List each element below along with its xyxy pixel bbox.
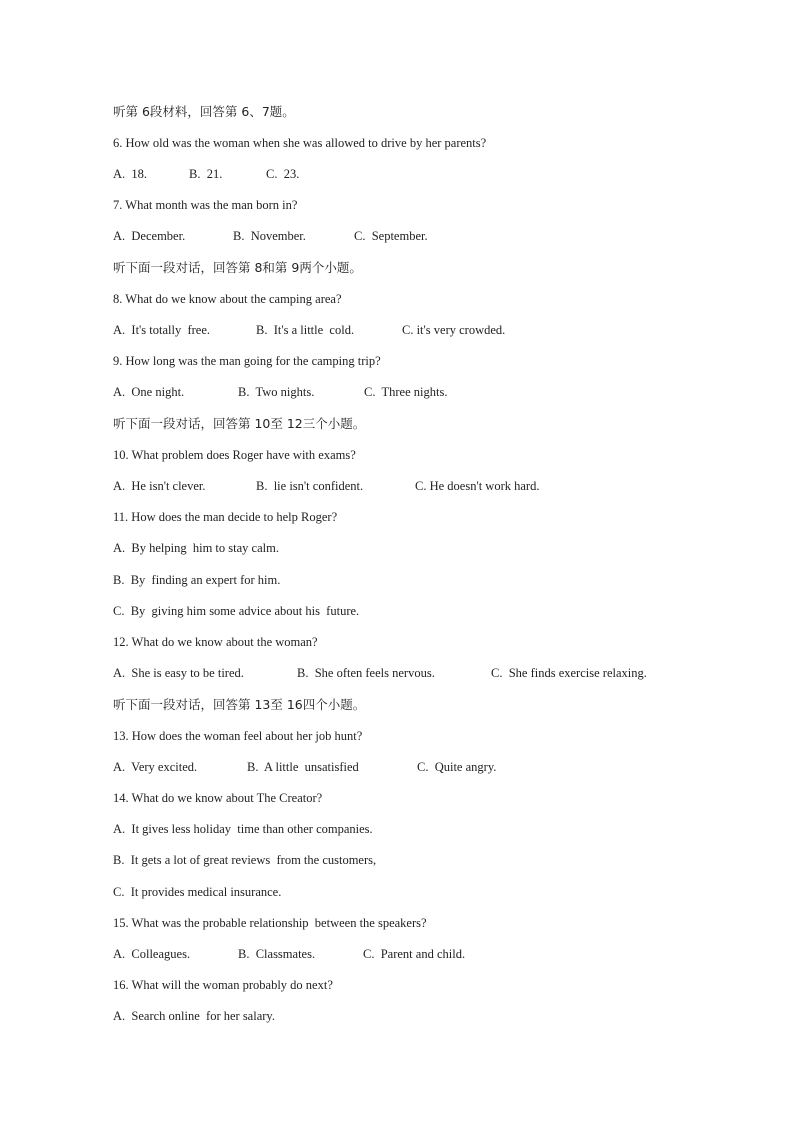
- question-7-option-b: B. November.: [233, 229, 306, 243]
- question-11-option-a: A. By helping him to stay calm.: [113, 541, 279, 555]
- question-11: 11. How does the man decide to help Roger?: [113, 510, 338, 524]
- question-15: 15. What was the probable relationship between the speakers?: [113, 916, 427, 930]
- section-instruction-4: 听下面一段对话，回答第 13至 16四个小题。: [113, 697, 366, 712]
- section-instruction-1: 听第 6段材料，回答第 6、7题。: [113, 104, 295, 119]
- question-7-option-c: C. September.: [354, 229, 428, 243]
- section-instruction-2: 听下面一段对话，回答第 8和第 9两个小题。: [113, 260, 362, 275]
- question-12-option-a: A. She is easy to be tired.: [113, 666, 244, 680]
- section-instruction-3: 听下面一段对话，回答第 10至 12三个小题。: [113, 416, 366, 431]
- question-15-option-b: B. Classmates.: [238, 947, 316, 961]
- question-6-option-a: A. 18.: [113, 167, 148, 181]
- question-6: 6. How old was the woman when she was allowed to drive by her parents?: [113, 136, 487, 150]
- question-6-option-b: B. 21.: [189, 167, 223, 181]
- question-16: 16. What will the woman probably do next?: [113, 978, 333, 992]
- question-14-option-c: C. It provides medical insurance.: [113, 885, 282, 899]
- question-9-option-b: B. Two nights.: [238, 385, 315, 399]
- question-10: 10. What problem does Roger have with exams?: [113, 448, 356, 462]
- question-10-option-b: B. lie isn't confident.: [256, 479, 364, 493]
- question-11-option-c: C. By giving him some advice about his future.: [113, 604, 360, 618]
- question-8-option-a: A. It's totally free.: [113, 323, 211, 337]
- question-16-option-a: A. Search online for her salary.: [113, 1009, 275, 1023]
- question-12: 12. What do we know about the woman?: [113, 635, 318, 649]
- question-9-option-a: A. One night.: [113, 385, 185, 399]
- question-8-option-b: B. It's a little cold.: [256, 323, 355, 337]
- question-12-option-b: B. She often feels nervous.: [297, 666, 435, 680]
- question-10-option-c: C. He doesn't work hard.: [415, 479, 540, 493]
- question-13-option-a: A. Very excited.: [113, 760, 198, 774]
- question-13-option-b: B. A little unsatisfied: [247, 760, 359, 774]
- question-7-option-a: A. December.: [113, 229, 186, 243]
- question-10-option-a: A. He isn't clever.: [113, 479, 206, 493]
- question-7: 7. What month was the man born in?: [113, 198, 298, 212]
- question-14: 14. What do we know about The Creator?: [113, 791, 323, 805]
- question-15-option-c: C. Parent and child.: [363, 947, 466, 961]
- question-8-option-c: C. it's very crowded.: [402, 323, 506, 337]
- question-13-option-c: C. Quite angry.: [417, 760, 497, 774]
- question-13: 13. How does the woman feel about her job hunt?: [113, 729, 363, 743]
- question-14-option-a: A. It gives less holiday time than other companies.: [113, 822, 373, 836]
- question-12-option-c: C. She finds exercise relaxing.: [491, 666, 647, 680]
- question-9: 9. How long was the man going for the camping trip?: [113, 354, 381, 368]
- question-6-option-c: C. 23.: [266, 167, 300, 181]
- question-8: 8. What do we know about the camping area?: [113, 292, 342, 306]
- question-15-option-a: A. Colleagues.: [113, 947, 191, 961]
- question-9-option-c: C. Three nights.: [364, 385, 448, 399]
- question-14-option-b: B. It gets a lot of great reviews from the customers,: [113, 853, 377, 867]
- question-11-option-b: B. By finding an expert for him.: [113, 573, 281, 587]
